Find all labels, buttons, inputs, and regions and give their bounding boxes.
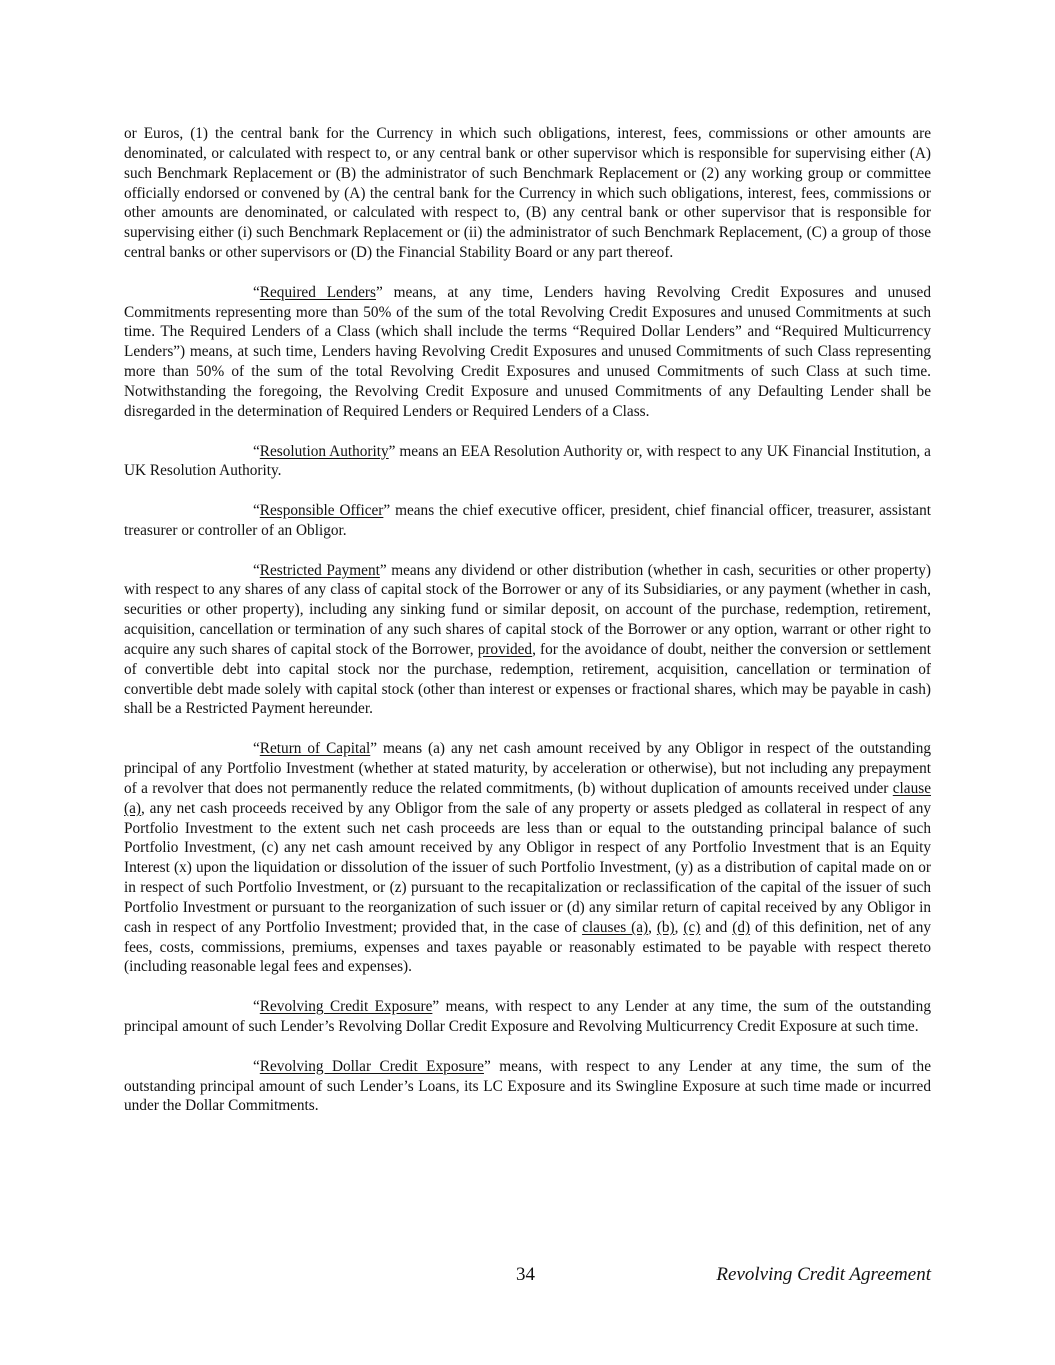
- clause-reference: (d): [732, 918, 751, 936]
- open-quote: “: [253, 998, 260, 1016]
- open-quote: “: [253, 442, 260, 460]
- definition-text: means any dividend or other distribution (whether in cash, securities or other property) with respect to any shares of any class of capital stock of the Borrower or any of its Subsidiaries, or any payment (whether in cash, securities or other property), including any sinking fund or similar deposit, on account of the purchase, redemption, retirement, acquisition, cancellation or termination of any such shares of capital stock of the Borrower or any option, warrant or other right to acquire any such shares of capital stock of the Borrower,: [124, 561, 931, 658]
- definition-revolving-dollar-credit-exposure: [124, 1057, 931, 1117]
- page-number: 34: [516, 1264, 535, 1285]
- underlined-provided: provided: [477, 640, 533, 658]
- defined-term: Return of Capital: [259, 740, 371, 758]
- document-body: [124, 124, 931, 1136]
- definition-text: means, with respect to any Lender at any time, the sum of the outstanding principal amount of such Lender’s Revolving Dollar Credit Exposure and Revolving Multicurrency Credit Exposure at such time.: [124, 998, 931, 1035]
- definition-return-of-capital: [124, 739, 931, 977]
- close-quote: ”: [432, 998, 440, 1016]
- close-quote: ”: [388, 442, 396, 460]
- open-quote: “: [253, 561, 260, 579]
- page-footer: [0, 1264, 1055, 1290]
- clause-reference: (b): [656, 918, 675, 936]
- open-quote: “: [253, 502, 260, 520]
- definition-text: means (a) any net cash amount received by any Obligor in respect of the outstanding principal of any Portfolio Investment (whether at stated maturity, by acceleration or otherwise), but not including any prepayment of a revolver that does not permanently reduce the related commitments, (b) without duplication of amounts received under: [124, 740, 931, 797]
- clause-reference: clause (a): [124, 779, 931, 817]
- separator: ,: [674, 918, 684, 936]
- defined-term: Revolving Dollar Credit Exposure: [259, 1057, 484, 1075]
- paragraph-text: or Euros, (1) the central bank for the Currency in which such obligations, interest, fees, commissions or other amounts are denominated, or calculated with respect to, or any central bank or other supervisor which is responsible for supervising either (A) such Benchmark Replacement or (B) the administrator of such Benchmark Replacement or (2) any working group or committee officially endorsed or convened by (A) the central bank for the Currency in which such obligations, interest, fees, commissions or other amounts are denominated, or calculated with respect to, (B) any central bank or other supervisor that is responsible for supervising either (i) such Benchmark Replacement or (ii) the administrator of such Benchmark Replacement, (C) a group of those central banks or other supervisors or (D) the Financial Stability Board or any part thereof.: [124, 125, 931, 262]
- open-quote: “: [253, 740, 260, 758]
- open-quote: “: [253, 1057, 260, 1075]
- definition-responsible-officer: [124, 501, 931, 541]
- defined-term: Responsible Officer: [259, 502, 384, 520]
- defined-term: Required Lenders: [259, 283, 376, 301]
- definition-text: means, at any time, Lenders having Revolving Credit Exposures and unused Commitments representing more than 50% of the sum of the total Revolving Credit Exposures and unused Commitments at such time. The Required Lenders of a Class (which shall include the terms “Required Dollar Lenders” and “Required Multicurrency Lenders”) means, at such time, Lenders having Revolving Credit Exposures and unused Commitments of such Class representing more than 50% of the sum of the total Revolving Credit Exposures and unused Commitments of such Class at such time. Notwithstanding the foregoing, the Revolving Credit Exposure and unused Commitments of any Defaulting Lender shall be disregarded in the determination of Required Lenders or Required Lenders of a Class.: [124, 283, 931, 420]
- clause-reference: (c): [683, 918, 701, 936]
- close-quote: ”: [383, 502, 391, 520]
- close-quote: ”: [483, 1057, 491, 1075]
- separator: and: [700, 918, 733, 936]
- definition-text-continued: , for the avoidance of doubt, neither the conversion or settlement of convertible debt into capital stock nor the purchase, redemption, retirement, acquisition, cancellation or termination of convertible debt made solely with capital stock (other than interest or expenses or fractional shares, which may be payable in cash) shall be a Restricted Payment hereunder.: [124, 640, 931, 718]
- defined-term: Resolution Authority: [259, 442, 389, 460]
- definition-resolution-authority: [124, 442, 931, 482]
- clause-reference: clauses (a): [582, 918, 649, 936]
- close-quote: ”: [379, 561, 387, 579]
- definition-text: means, with respect to any Lender at any time, the sum of the outstanding principal amount of such Lender’s Loans, its LC Exposure and its Swingline Exposure at such time made or incurred under the Dollar Commitments.: [124, 1057, 931, 1115]
- close-quote: ”: [375, 283, 383, 301]
- separator: ,: [648, 918, 657, 936]
- defined-term: Revolving Credit Exposure: [259, 998, 433, 1016]
- definition-text: means an EEA Resolution Authority or, with respect to any UK Financial Institution, a UK Resolution Authority.: [124, 442, 931, 480]
- definition-restricted-payment: [124, 561, 931, 720]
- definition-required-lenders: [124, 283, 931, 422]
- footer-document-title: Revolving Credit Agreement: [716, 1264, 931, 1285]
- paragraph-continuation: [124, 124, 931, 263]
- definition-revolving-credit-exposure: [124, 997, 931, 1037]
- definition-text: means the chief executive officer, president, chief financial officer, treasurer, assistant treasurer or controller of an Obligor.: [124, 502, 931, 539]
- open-quote: “: [253, 283, 260, 301]
- definition-text-end: of this definition, net of any fees, costs, commissions, premiums, expenses and taxes payable or reasonably estimated to be payable with respect thereto (including reasonable legal fees and expenses).: [124, 918, 932, 976]
- defined-term: Restricted Payment: [259, 561, 380, 579]
- close-quote: ”: [370, 740, 378, 758]
- definition-text-continued: , any net cash proceeds received by any Obligor from the sale of any property or assets pledged as collateral in respect of any Portfolio Investment to the extent such net cash proceeds are less than or equal to the outstanding principal balance of such Portfolio Investment, (c) any net cash amount received by any Obligor in respect of any Portfolio Investment that is an Equity Interest (x) upon the liquidation or dissolution of the issuer of such Portfolio Investment, (y) as a distribution of capital made on or in respect of such Portfolio Investment, or (z) pursuant to the recapitalization or reclassification of the capital of the issuer of such Portfolio Investment or pursuant to the reorganization of such issuer or (d) any similar return of capital received by any Obligor in cash in respect of any Portfolio Investment; provided that, in the case of: [124, 799, 931, 936]
